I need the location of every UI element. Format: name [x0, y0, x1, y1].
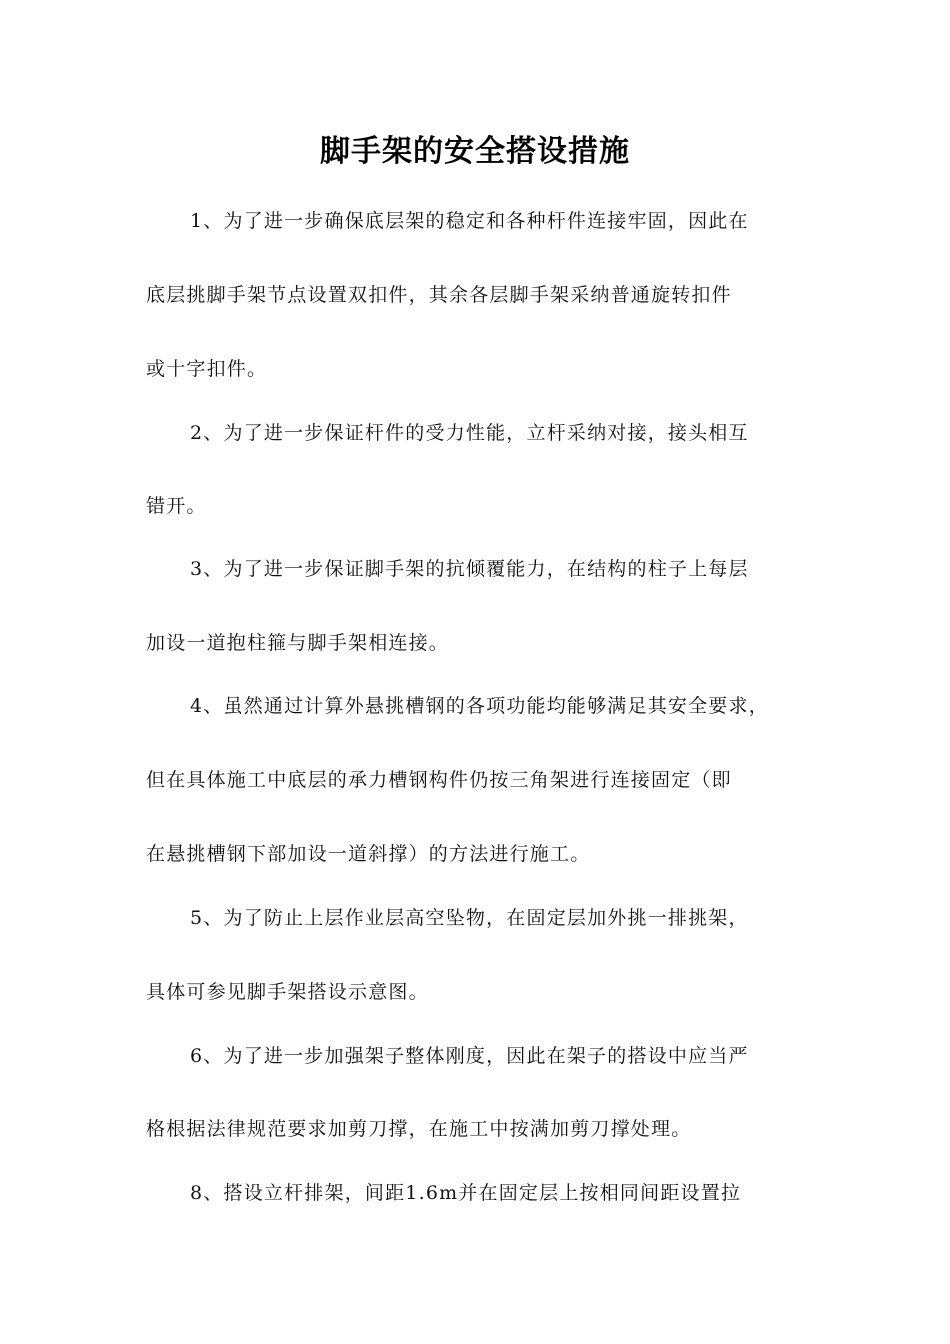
paragraph-4-line-3: 在悬挑槽钢下部加设一道斜撑）的方法进行施工。 [146, 843, 591, 865]
document-title: 脚手架的安全搭设措施 [320, 134, 630, 169]
paragraph-6-line-2: 格根据法律规范要求加剪刀撑，在施工中按满加剪刀撑处理。 [146, 1118, 692, 1140]
paragraph-1-line-1: 1、为了进一步确保底层架的稳定和各种杆件连接牢固，因此在 [190, 210, 749, 232]
paragraph-1-line-2: 底层挑脚手架节点设置双扣件，其余各层脚手架采纳普通旋转扣件 [146, 284, 732, 306]
paragraph-3-line-2: 加设一道抱柱箍与脚手架相连接。 [146, 632, 450, 654]
paragraph-5-line-1: 5、为了防止上层作业层高空坠物，在固定层加外挑一排挑架， [190, 907, 749, 929]
paragraph-4-line-2: 但在具体施工中底层的承力槽钢构件仍按三角架进行连接固定（即 [146, 769, 732, 791]
paragraph-1-line-3: 或十字扣件。 [146, 358, 268, 380]
paragraph-8-line-1: 8、搭设立杆排架，间距1.6m并在固定层上按相同间距设置拉 [190, 1182, 742, 1204]
paragraph-2-line-2: 错开。 [146, 495, 207, 517]
paragraph-5-line-2: 具体可参见脚手架搭设示意图。 [146, 981, 429, 1003]
paragraph-2-line-1: 2、为了进一步保证杆件的受力性能，立杆采纳对接，接头相互 [190, 422, 749, 444]
paragraph-6-line-1: 6、为了进一步加强架子整体刚度，因此在架子的搭设中应当严 [190, 1045, 749, 1067]
paragraph-3-line-1: 3、为了进一步保证脚手架的抗倾覆能力，在结构的柱子上每层 [190, 558, 749, 580]
paragraph-4-line-1: 4、虽然通过计算外悬挑槽钢的各项功能均能够满足其安全要求， [190, 695, 769, 717]
